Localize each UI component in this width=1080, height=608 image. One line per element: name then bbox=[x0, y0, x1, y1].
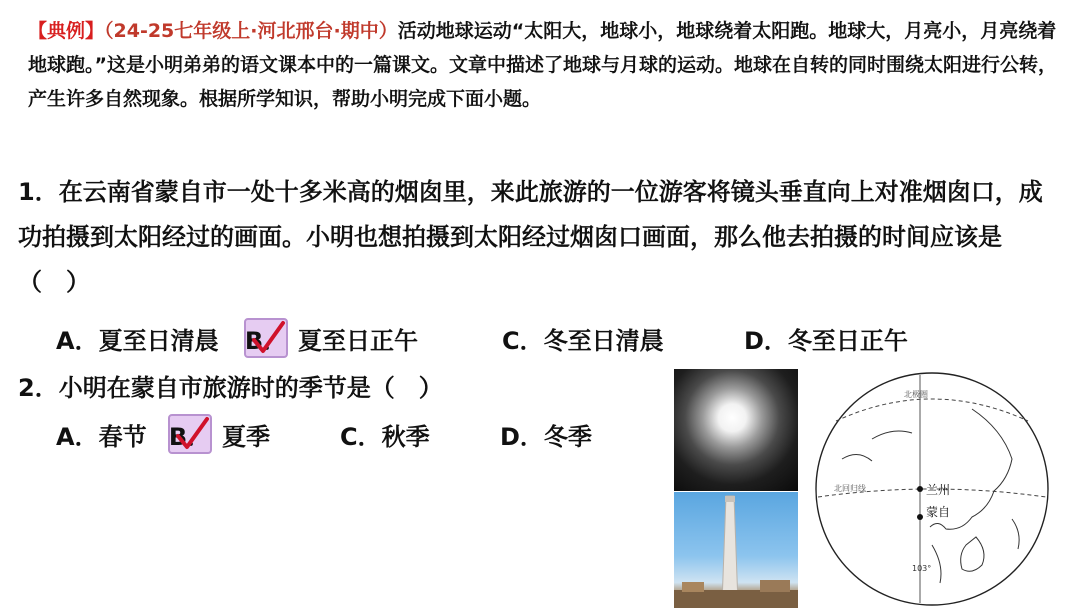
checkmark-icon bbox=[174, 414, 210, 454]
option-text: 冬季 bbox=[543, 422, 592, 451]
option-letter: A． bbox=[56, 422, 99, 451]
q1-option-c[interactable] bbox=[502, 318, 664, 358]
question-1-options bbox=[56, 318, 1056, 358]
mengzi-point bbox=[917, 514, 923, 520]
question-1-text: 1．在云南省蒙自市一处十多米高的烟囱里，来此旅游的一位游客将镜头垂直向上对准烟囱口，成功拍摄到太阳经过的画面。小明也想拍摄到太阳经过烟囱口画面，那么他去拍摄的时间应该是（ ） bbox=[18, 178, 1043, 296]
q2-option-d[interactable] bbox=[500, 414, 592, 454]
option-text: 夏至日正午 bbox=[298, 326, 418, 355]
intro-text: 活动地球运动“太阳大，地球小，地球绕着太阳跑。地球大，月亮小，月亮绕着地球跑。”这是小明弟弟的语文课本中的一篇课文。文章中描述了地球与月球的运动。地球在自转的同时围绕太阳进行公转，产生许多自然现象。根据所学知识，帮助小明完成下面小题。 bbox=[28, 20, 1057, 110]
option-text: 冬至日清晨 bbox=[543, 326, 664, 355]
q2-option-b[interactable] bbox=[168, 414, 270, 454]
question-source: （24-25七年级上·河北邢台·期中） bbox=[104, 20, 398, 42]
q2-option-a[interactable] bbox=[56, 414, 147, 454]
q2-option-c[interactable] bbox=[340, 414, 430, 454]
option-letter: B． bbox=[168, 422, 212, 451]
chimney-illustration bbox=[674, 492, 798, 608]
selected-answer-box bbox=[168, 414, 212, 454]
option-text: 冬至日正午 bbox=[787, 326, 908, 355]
option-text: 春节 bbox=[98, 422, 147, 451]
question-2-text: 2．小明在蒙自市旅游时的季节是（ ） bbox=[18, 374, 443, 402]
selected-answer-box bbox=[244, 318, 288, 358]
option-letter: A． bbox=[56, 326, 99, 355]
option-letter: C． bbox=[502, 326, 544, 355]
q1-option-b[interactable] bbox=[244, 318, 418, 358]
chimney-exterior-photo bbox=[674, 492, 798, 608]
option-letter: D． bbox=[500, 422, 544, 451]
chimney-interior-photo bbox=[674, 369, 798, 491]
q1-option-d[interactable] bbox=[744, 318, 908, 358]
arctic-circle-label: 北极圈 bbox=[904, 390, 928, 399]
longitude-label: 103° bbox=[912, 564, 932, 573]
option-letter: D． bbox=[744, 326, 788, 355]
q1-option-a[interactable] bbox=[56, 318, 219, 358]
china-latitude-map bbox=[812, 369, 1052, 608]
checkmark-icon bbox=[250, 318, 286, 358]
tropic-label: 北回归线 bbox=[834, 484, 866, 493]
lanzhou-label: 兰州 bbox=[926, 483, 951, 497]
mengzi-label: 蒙自 bbox=[926, 505, 951, 519]
option-letter: C． bbox=[340, 422, 382, 451]
option-letter: B． bbox=[244, 326, 288, 355]
option-text: 夏季 bbox=[222, 422, 270, 451]
intro-paragraph bbox=[28, 14, 1058, 116]
lanzhou-point bbox=[917, 486, 923, 492]
example-tag: 【典例】 bbox=[28, 20, 105, 42]
option-text: 秋季 bbox=[381, 422, 430, 451]
option-text: 夏至日清晨 bbox=[98, 326, 219, 355]
question-2-options bbox=[56, 414, 656, 454]
